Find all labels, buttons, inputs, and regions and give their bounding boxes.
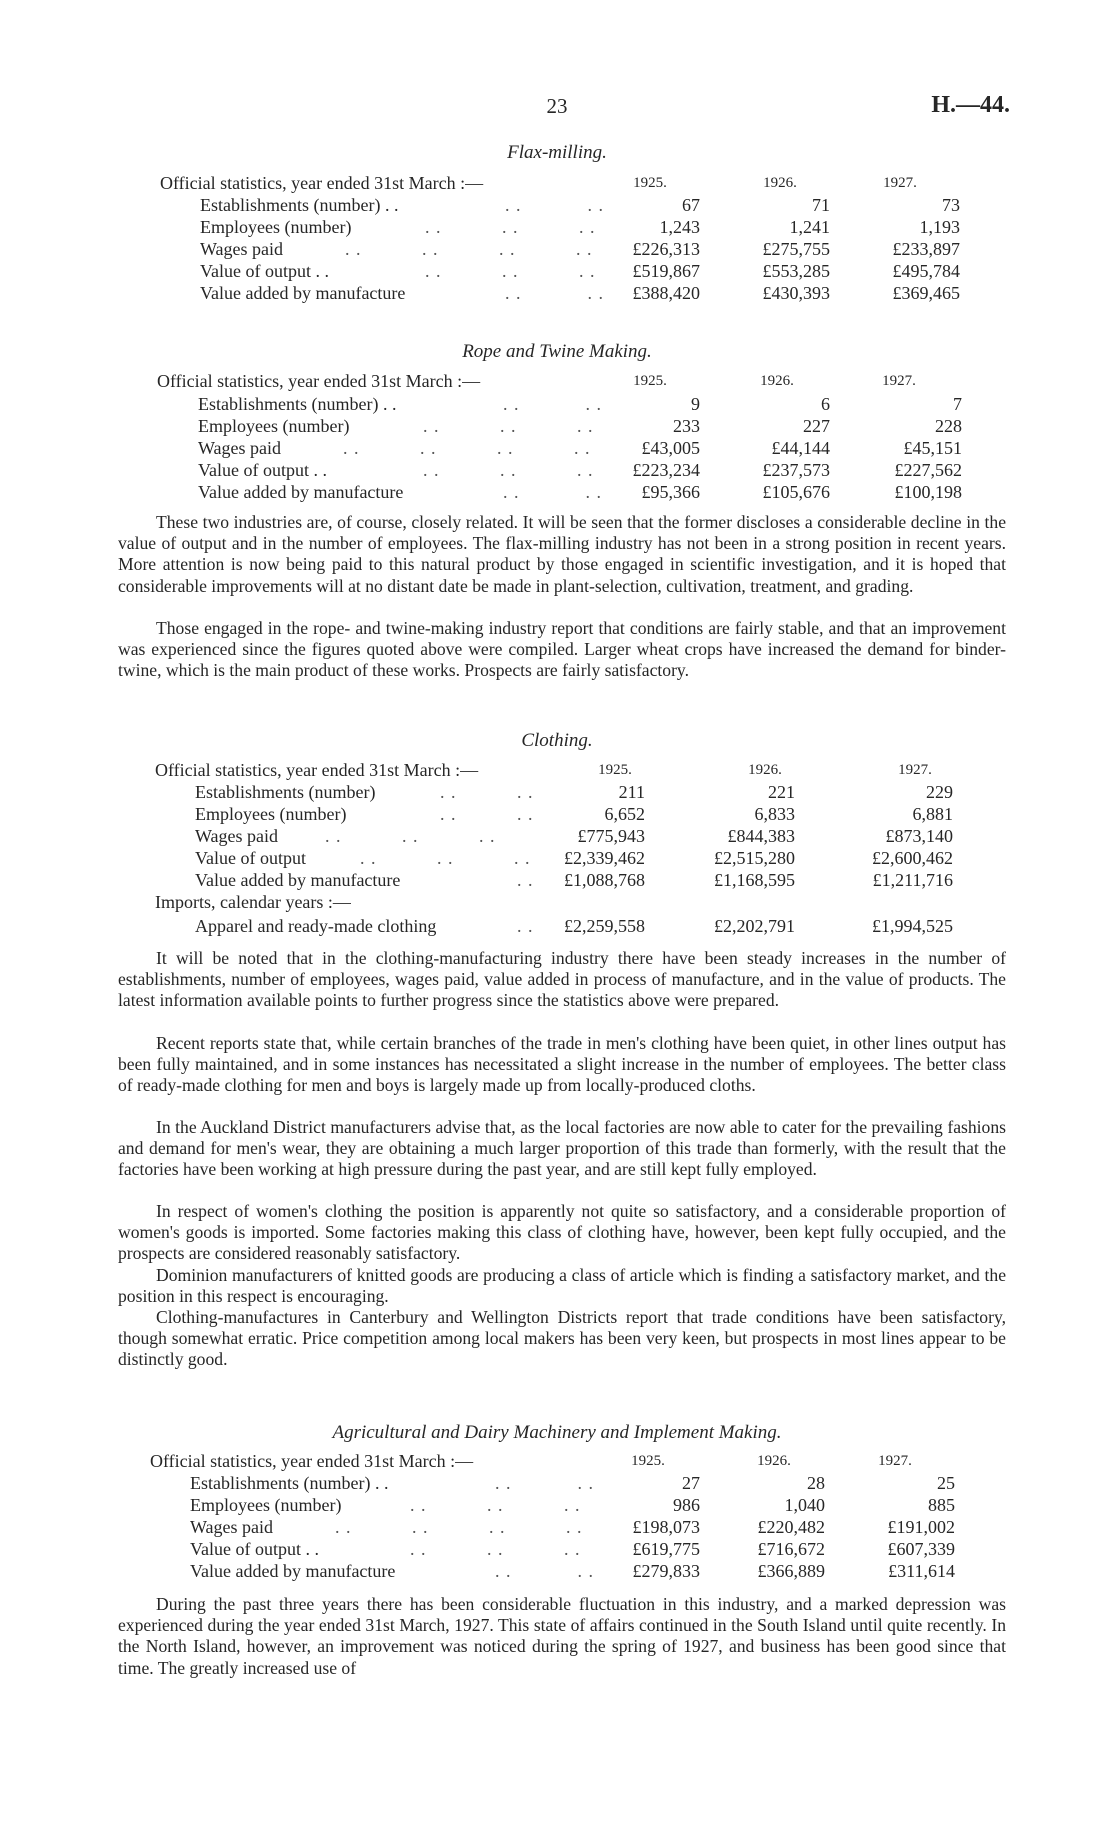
cell-1925: £279,833 [632,1561,700,1581]
cell-1927: £2,600,462 [872,848,953,868]
table-intro: Official statistics, year ended 31st March :— [150,1451,474,1471]
year-header-1925: 1925. [633,373,667,389]
cell-1925: £388,420 [632,283,700,303]
row-label: Wages paid [200,239,284,259]
cell-1926: £105,676 [762,482,830,502]
section-title-agricultural-machinery: Agricultural and Dairy Machinery and Implement Making. [332,1422,782,1443]
cell-1926: £553,285 [762,261,830,281]
row-label: Establishments (number) . . [190,1473,389,1493]
row-label: Employees (number) [200,217,352,237]
row-label: Apparel and ready-made clothing [195,916,437,936]
table-row: Value of output . . . . . . . . £519,867 £553,285 £495,784 [200,261,960,281]
imports-heading [155,891,555,913]
table-row: Value added by manufacture . . . . £95,366 £105,676 £100,198 [198,482,962,502]
table-header-row [160,172,960,194]
row-label: Value added by manufacture [190,1561,396,1581]
cell-1927: £495,784 [892,261,960,281]
cell-1926: 6,833 [754,804,795,824]
row-label: Establishments (number) . . [198,394,397,414]
year-header-1925: 1925. [633,175,667,191]
table-row: Employees (number) . . . . . . 1,243 1,241 1,193 [200,217,960,237]
cell-1927: £1,994,525 [872,916,953,936]
cell-1925: £43,005 [641,438,700,458]
table-row: Establishments (number) . . . . 211 221 229 [195,782,953,802]
cell-1926: 227 [803,416,830,436]
year-header-1925: 1925. [631,1453,665,1469]
year-header-1927: 1927. [898,762,932,778]
page-number: 23 [546,94,568,118]
cell-1926: £366,889 [757,1561,825,1581]
row-label: Value of output . . [200,261,329,281]
cell-1926: £44,144 [771,438,830,458]
year-header-1927: 1927. [882,373,916,389]
cell-1925: £198,073 [632,1517,700,1537]
table-row: Value added by manufacture . . . . £388,420 £430,393 £369,465 [200,283,960,303]
paragraph-rope-2: Those engaged in the rope- and twine-making industry report that conditions are fairly stable, and that an improvement was experienced since the figures quoted above were compiled. Larger wheat crops have increased the demand for binder-twine, which is the main product of these works. Prospects are fairly satisfactory. [118,618,1006,681]
row-label: Wages paid [198,438,282,458]
cell-1927: £1,211,716 [872,870,953,890]
cell-1927: 25 [937,1473,955,1493]
table-row: Value of output . . . . . . . . £619,775 £716,672 £607,339 [190,1539,955,1559]
row-label: Value added by manufacture [200,283,406,303]
paragraph-rope-1: These two industries are, of course, closely related. It will be seen that the former discloses a considerable decline in the value of output and in the number of employees. The flax-milling industry has not been in a strong position in recent years. More attention is now being paid to this natural product by those engaged in scientific investigation, and it is hoped that considerable improvements will at no distant date be made in plant-selection, cultivation, treatment, and grading. [118,512,1006,596]
cell-1927: 1,193 [919,217,960,237]
paragraph-clothing-2: Recent reports state that, while certain branches of the trade in men's clothing have been quiet, in other lines output has been fully maintained, and in some instances has necessitated a slight increase in the number of employees. The better class of ready-made clothing for men and boys is largely made up from locally-produced cloths. [118,1033,1006,1096]
table-row: Wages paid . . . . . . . . £43,005 £44,144 £45,151 [198,438,962,458]
cell-1927: 229 [926,782,953,802]
cell-1925: 67 [682,195,700,215]
cell-1925: £95,366 [641,482,700,502]
table-row: Establishments (number) . . . . . . 27 28 25 [190,1473,955,1493]
cell-1926: £2,515,280 [714,848,795,868]
cell-1927: £233,897 [892,239,960,259]
cell-1927: 6,881 [912,804,953,824]
table-header-row [157,370,957,392]
year-header-1926: 1926. [763,175,797,191]
cell-1927: £369,465 [892,283,960,303]
table-intro: Official statistics, year ended 31st March :— [155,760,479,780]
row-label: Establishments (number) [195,782,376,802]
cell-1925: £775,943 [577,826,645,846]
cell-1926: £430,393 [762,283,830,303]
row-label: Establishments (number) . . [200,195,399,215]
paragraph-clothing-1: It will be noted that in the clothing-manufacturing industry there have been steady increases in the number of establishments, number of employees, wages paid, value added in process of manufacture, and in the value of products. The latest information available points to further progress since the statistics above were prepared. [118,948,1006,1011]
cell-1927: 885 [928,1495,955,1515]
cell-1926: £716,672 [757,1539,825,1559]
section-title-flax-milling: Flax-milling. [507,142,607,163]
cell-1926: 1,241 [789,217,830,237]
cell-1926: 1,040 [784,1495,825,1515]
table-row: Employees (number) . . . . . . 233 227 228 [198,416,962,436]
year-header-1927: 1927. [878,1453,912,1469]
table-row: Value added by manufacture . . £1,088,768 £1,168,595 £1,211,716 [195,870,953,890]
table-row: Apparel and ready-made clothing . . £2,259,558 £2,202,791 £1,994,525 [195,916,953,936]
row-label: Value added by manufacture [195,870,401,890]
cell-1927: 73 [942,195,960,215]
cell-1925: £223,234 [632,460,700,480]
year-header-1926: 1926. [760,373,794,389]
table-row: Wages paid . . . . . . . . £226,313 £275,755 £233,897 [200,239,960,259]
cell-1926: £220,482 [757,1517,825,1537]
cell-1926: 28 [807,1473,825,1493]
table-row: Value of output . . . . . . £2,339,462 £2,515,280 £2,600,462 [195,848,953,868]
imports-label: Imports, calendar years :— [155,892,351,912]
cell-1925: £1,088,768 [564,870,645,890]
cell-1927: £873,140 [885,826,953,846]
paragraph-clothing-5: Dominion manufacturers of knitted goods are producing a class of article which is finding a satisfactory market, and the position in this respect is encouraging. [118,1265,1006,1307]
table-row: Establishments (number) . . . . . . 9 6 7 [198,394,962,414]
table-intro: Official statistics, year ended 31st March :— [160,173,484,193]
cell-1925: 986 [673,1495,700,1515]
row-label: Value added by manufacture [198,482,404,502]
document-reference: H.—44. [931,92,1010,118]
cell-1926: £844,383 [727,826,795,846]
table-row: Employees (number) . . . . 6,652 6,833 6,881 [195,804,953,824]
paragraph-clothing-3: In the Auckland District manufacturers advise that, as the local factories are now able to cater for the prevailing fashions and demand for men's wear, they are obtaining a much larger proportion of this trade than formerly, with the result that the factories have been working at high pressure during the past year, and are still kept fully employed. [118,1117,1006,1180]
paragraph-clothing-4: In respect of women's clothing the position is apparently not quite so satisfactory, and a considerable proportion of women's goods is imported. Some factories making this class of clothing have, however, been kept fully occupied, and the prospects are considered reasonably satisfactory. [118,1201,1006,1264]
cell-1927: 228 [935,416,962,436]
row-label: Wages paid [190,1517,274,1537]
table-row: Employees (number) . . . . . . 986 1,040 885 [190,1495,955,1515]
year-header-1926: 1926. [748,762,782,778]
paragraph-agricultural-1: During the past three years there has been considerable fluctuation in this industry, and a marked depression was experienced during the year ended 31st March, 1927. This state of affairs continued in the South Island until quite recently. In the North Island, however, an improvement was noticed during the spring of 1927, and business has been good since that time. The greatly increased use of [118,1594,1006,1678]
cell-1926: 221 [768,782,795,802]
cell-1926: £237,573 [762,460,830,480]
row-label: Wages paid [195,826,279,846]
cell-1925: £619,775 [632,1539,700,1559]
year-header-1925: 1925. [598,762,632,778]
cell-1927: £311,614 [888,1561,955,1581]
cell-1927: £45,151 [903,438,962,458]
cell-1927: £607,339 [887,1539,955,1559]
table-row: Value of output . . . . . . . . £223,234 £237,573 £227,562 [198,460,962,480]
paragraph-clothing-6: Clothing-manufactures in Canterbury and Wellington Districts report that trade conditions have been satisfactory, though somewhat erratic. Price competition among local makers has been very keen, but prospects in most lines appear to be distinctly good. [118,1307,1006,1370]
row-label: Value of output . . [198,460,327,480]
cell-1926: £275,755 [762,239,830,259]
section-title-rope-and-twine: Rope and Twine Making. [462,341,652,362]
cell-1926: £1,168,595 [714,870,795,890]
cell-1925: £2,339,462 [564,848,645,868]
cell-1925: 27 [682,1473,700,1493]
cell-1925: 6,652 [604,804,645,824]
cell-1926: 71 [812,195,830,215]
section-title-clothing: Clothing. [521,730,593,751]
table-row: Establishments (number) . . . . . . 67 71 73 [200,195,960,215]
row-label: Employees (number) [195,804,347,824]
cell-1925: £2,259,558 [564,916,645,936]
cell-1927: £227,562 [894,460,962,480]
table-header-row [150,1450,960,1472]
year-header-1926: 1926. [757,1453,791,1469]
cell-1925: £226,313 [632,239,700,259]
cell-1925: 211 [618,782,645,802]
cell-1926: £2,202,791 [714,916,795,936]
cell-1927: 7 [953,394,962,414]
year-header-1927: 1927. [883,175,917,191]
cell-1927: £191,002 [887,1517,955,1537]
table-row: Wages paid . . . . . . £775,943 £844,383 £873,140 [195,826,953,846]
row-label: Employees (number) [190,1495,342,1515]
table-header-row [155,759,975,781]
table-row: Value added by manufacture . . . . £279,833 £366,889 £311,614 [190,1561,955,1581]
row-label: Value of output . . [190,1539,319,1559]
cell-1925: £519,867 [632,261,700,281]
table-row: Wages paid . . . . . . . . £198,073 £220,482 £191,002 [190,1517,955,1537]
table-intro: Official statistics, year ended 31st March :— [157,371,481,391]
cell-1927: £100,198 [894,482,962,502]
cell-1925: 9 [691,394,700,414]
cell-1926: 6 [821,394,830,414]
row-label: Employees (number) [198,416,350,436]
cell-1925: 1,243 [659,217,700,237]
cell-1925: 233 [673,416,700,436]
row-label: Value of output [195,848,306,868]
